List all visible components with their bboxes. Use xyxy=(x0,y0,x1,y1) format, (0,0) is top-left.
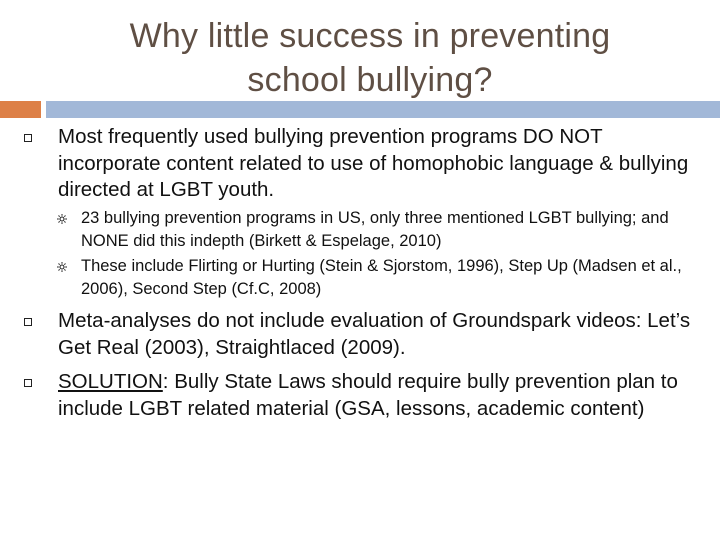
sub-bullet-text: 23 bullying prevention programs in US, only three mentioned LGBT bullying; and NONE did this indepth (Birkett & Espelage, 2010) xyxy=(81,209,669,250)
square-bullet-icon xyxy=(24,134,32,142)
title-line-2: school bullying? xyxy=(247,61,493,99)
sub-bullet-text: These include Flirting or Hurting (Stein & Sjorstom, 1996), Step Up (Madsen et al., 2006), Second Step (Cf.C, 2008) xyxy=(81,257,682,298)
sun-bullet-icon xyxy=(57,262,67,272)
solution-label: SOLUTION xyxy=(58,370,163,393)
solution-text: : Bully State Laws should require bully prevention plan to include LGBT related material (GSA, lessons, academic content) xyxy=(58,370,678,420)
bullet-text xyxy=(58,369,698,422)
square-bullet-icon xyxy=(24,379,32,387)
title-line-1: Why little success in preventing xyxy=(129,17,611,55)
square-bullet-icon xyxy=(24,318,32,326)
bullet-text: Meta-analyses do not include evaluation of Groundspark videos: Let’s Get Real (2003), Straightlaced (2009). xyxy=(58,309,691,359)
sun-bullet-icon xyxy=(57,214,67,224)
bullet-text: Most frequently used bullying prevention programs DO NOT incorporate content related to use of homophobic language & bullying directed at LGBT youth. xyxy=(58,125,689,201)
